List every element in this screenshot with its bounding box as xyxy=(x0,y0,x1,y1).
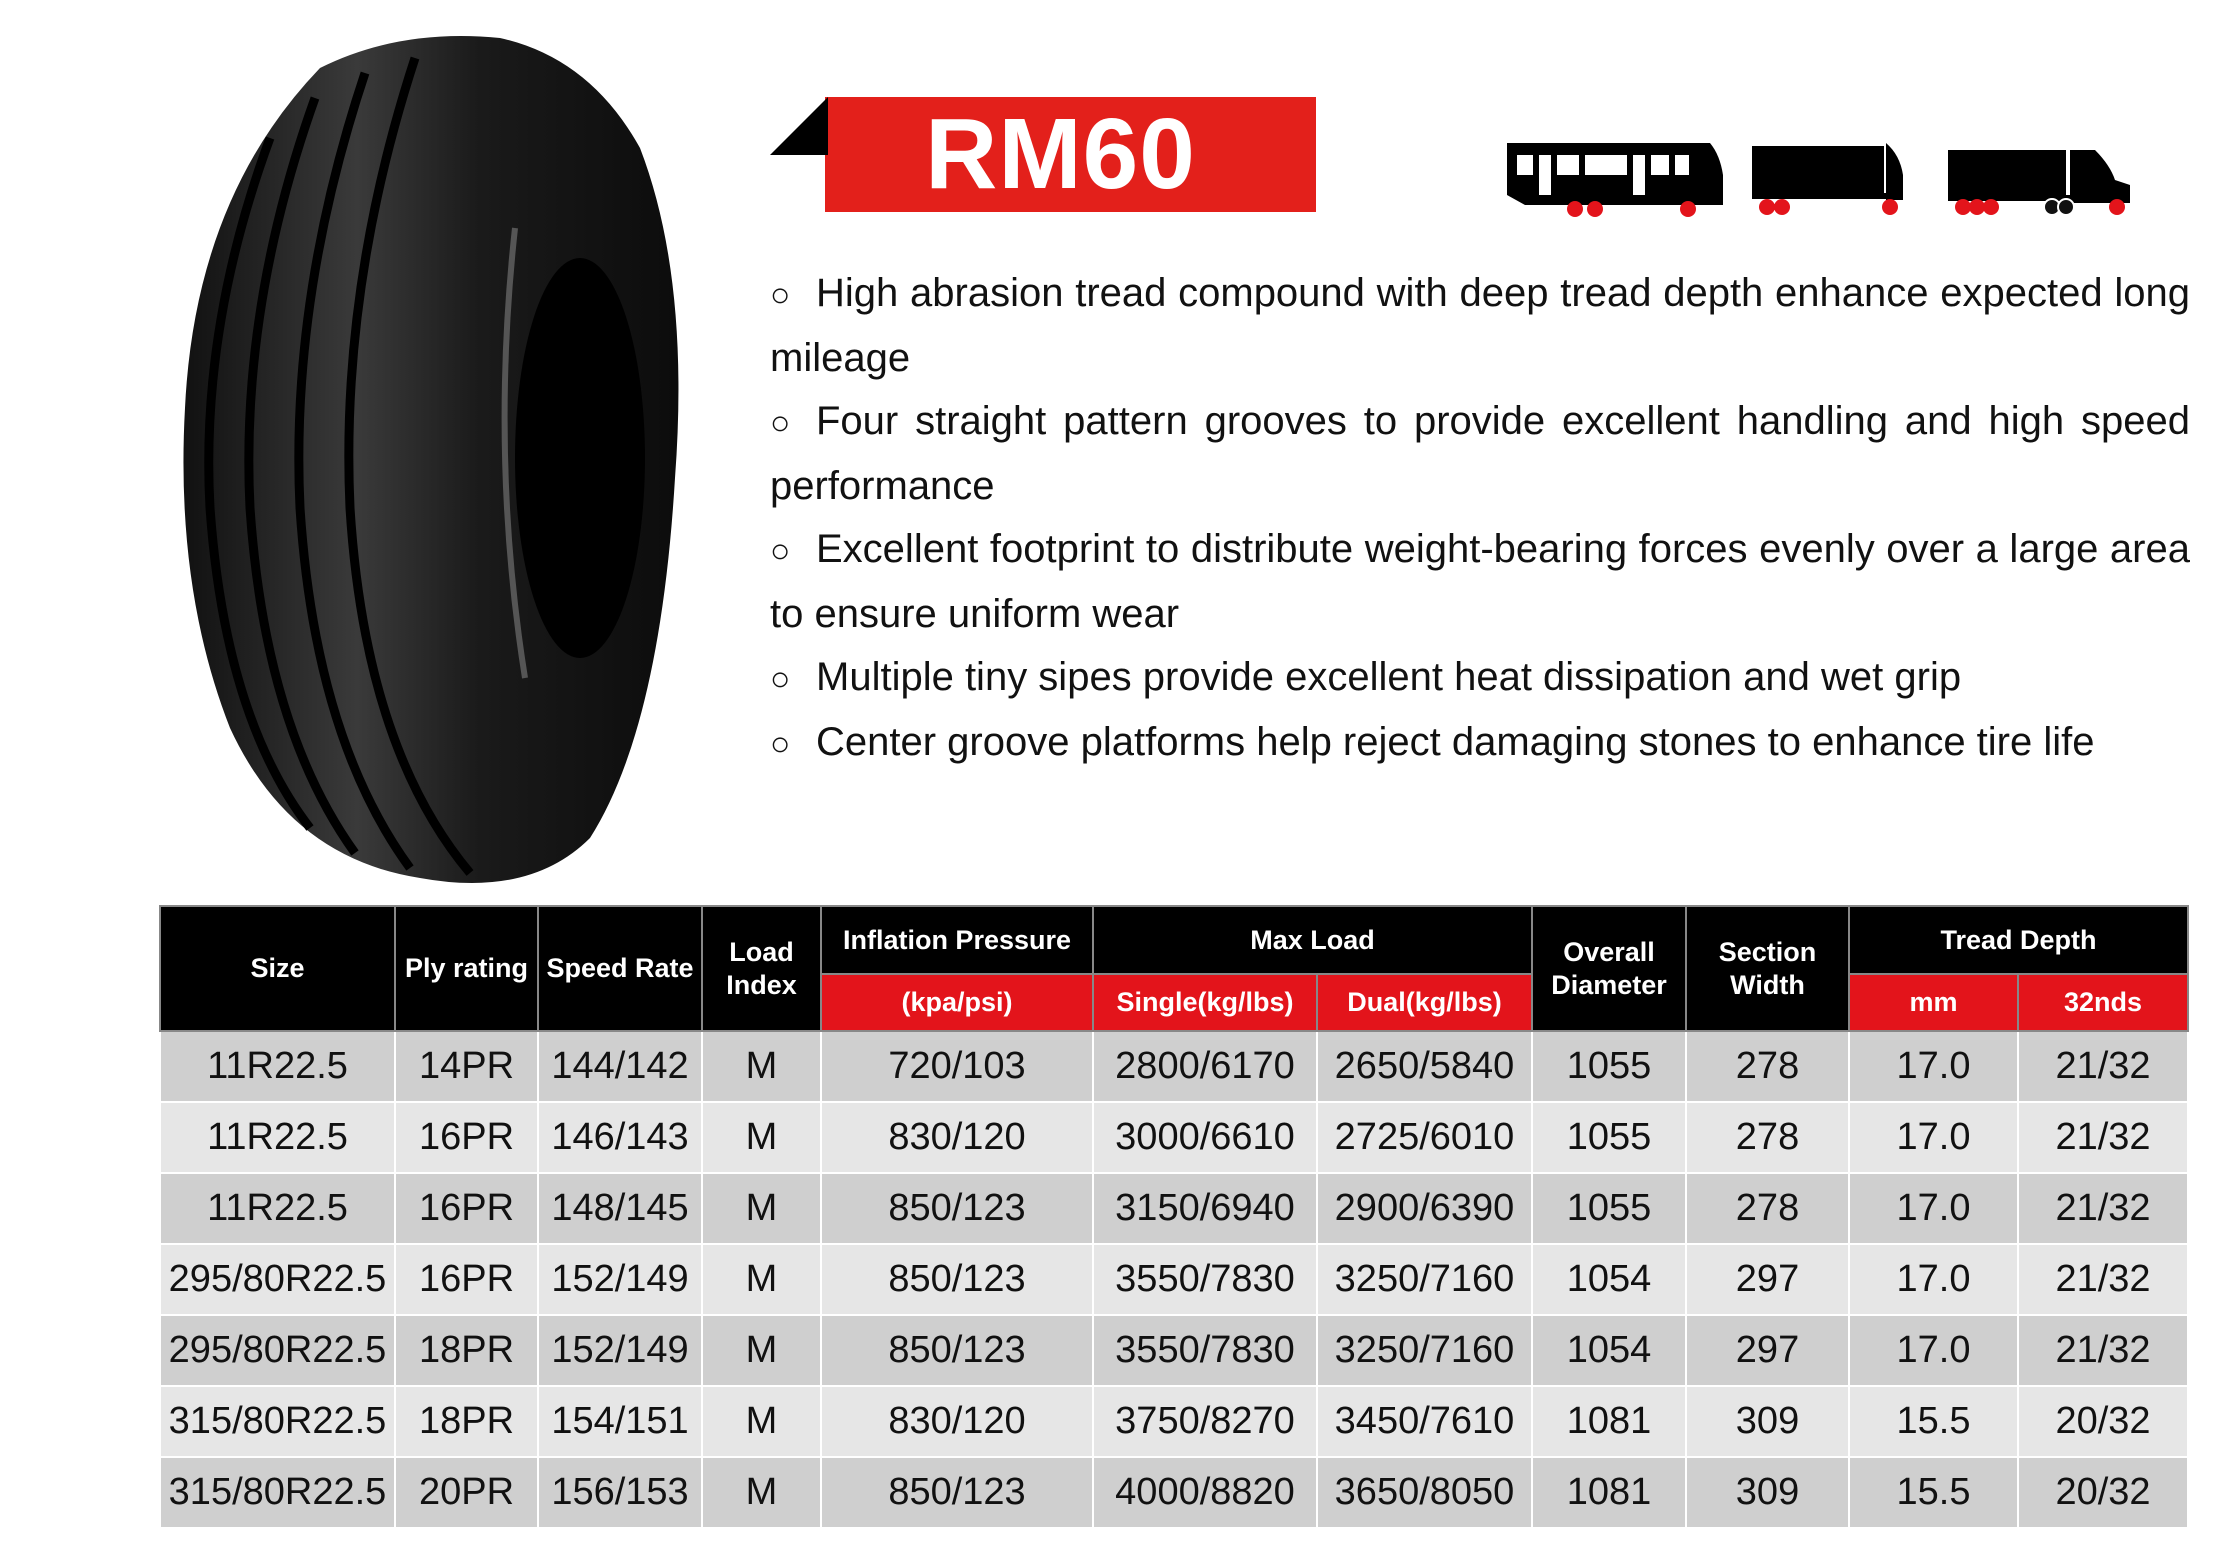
cell-single-load: 3750/8270 xyxy=(1093,1386,1317,1457)
header-diameter: Overall Diameter xyxy=(1532,906,1686,1031)
cell-section-width: 309 xyxy=(1686,1386,1849,1457)
cell-size: 11R22.5 xyxy=(160,1102,395,1173)
bullet-icon: ○ xyxy=(770,404,791,442)
cell-diameter: 1054 xyxy=(1532,1244,1686,1315)
header-tread-depth: Tread Depth xyxy=(1849,906,2188,974)
cell-section-width: 278 xyxy=(1686,1031,1849,1102)
cell-load-index: M xyxy=(702,1315,821,1386)
feature-list xyxy=(770,262,2190,776)
cell-tread-mm: 17.0 xyxy=(1849,1173,2018,1244)
cell-size: 315/80R22.5 xyxy=(160,1457,395,1528)
cell-diameter: 1055 xyxy=(1532,1102,1686,1173)
cell-dual-load: 3650/8050 xyxy=(1317,1457,1532,1528)
header-dual: Dual(kg/lbs) xyxy=(1317,974,1532,1031)
cell-load-index: M xyxy=(702,1102,821,1173)
table-row xyxy=(160,1386,2188,1457)
cell-inflation: 720/103 xyxy=(821,1031,1093,1102)
cell-speed: 148/145 xyxy=(538,1173,702,1244)
cell-inflation: 850/123 xyxy=(821,1457,1093,1528)
header-load-index: Load Index xyxy=(702,906,821,1031)
cell-section-width: 309 xyxy=(1686,1457,1849,1528)
cell-single-load: 3150/6940 xyxy=(1093,1173,1317,1244)
cell-inflation: 850/123 xyxy=(821,1173,1093,1244)
table-row xyxy=(160,1102,2188,1173)
tractor-trailer-icon xyxy=(1948,150,2130,215)
header-ply: Ply rating xyxy=(395,906,538,1031)
cell-diameter: 1054 xyxy=(1532,1315,1686,1386)
cell-size: 11R22.5 xyxy=(160,1173,395,1244)
cell-tread-32nds: 21/32 xyxy=(2018,1244,2188,1315)
table-row xyxy=(160,1244,2188,1315)
cell-dual-load: 3250/7160 xyxy=(1317,1244,1532,1315)
header-size: Size xyxy=(160,906,395,1031)
cell-inflation: 850/123 xyxy=(821,1315,1093,1386)
cell-single-load: 3000/6610 xyxy=(1093,1102,1317,1173)
cell-tread-mm: 15.5 xyxy=(1849,1457,2018,1528)
cell-ply: 16PR xyxy=(395,1244,538,1315)
feature-item: ○ High abrasion tread compound with deep tread depth enhance expected long mileage xyxy=(770,262,2190,390)
table-row xyxy=(160,1315,2188,1386)
feature-item: ○ Four straight pattern grooves to provide excellent handling and high speed performance xyxy=(770,390,2190,518)
cell-diameter: 1055 xyxy=(1532,1031,1686,1102)
cell-speed: 156/153 xyxy=(538,1457,702,1528)
cell-speed: 146/143 xyxy=(538,1102,702,1173)
bullet-icon: ○ xyxy=(770,660,791,698)
cell-speed: 144/142 xyxy=(538,1031,702,1102)
cell-dual-load: 2650/5840 xyxy=(1317,1031,1532,1102)
table-row xyxy=(160,1031,2188,1102)
cell-section-width: 278 xyxy=(1686,1173,1849,1244)
cell-diameter: 1055 xyxy=(1532,1173,1686,1244)
cell-tread-mm: 15.5 xyxy=(1849,1386,2018,1457)
feature-item: ○ Center groove platforms help reject damaging stones to enhance tire life xyxy=(770,711,2190,776)
cell-load-index: M xyxy=(702,1244,821,1315)
header-inflation-unit: (kpa/psi) xyxy=(821,974,1093,1031)
cell-tread-32nds: 20/32 xyxy=(2018,1386,2188,1457)
cell-tread-32nds: 20/32 xyxy=(2018,1457,2188,1528)
cell-tread-32nds: 21/32 xyxy=(2018,1102,2188,1173)
fold-corner-icon xyxy=(770,97,830,157)
cell-load-index: M xyxy=(702,1457,821,1528)
rigid-truck-icon xyxy=(1752,143,1903,215)
cell-inflation: 830/120 xyxy=(821,1102,1093,1173)
cell-diameter: 1081 xyxy=(1532,1386,1686,1457)
cell-ply: 14PR xyxy=(395,1031,538,1102)
bullet-icon: ○ xyxy=(770,532,791,570)
feature-item: ○ Excellent footprint to distribute weight-bearing forces evenly over a large area to ensure uniform wear xyxy=(770,518,2190,646)
cell-tread-mm: 17.0 xyxy=(1849,1244,2018,1315)
cell-dual-load: 2725/6010 xyxy=(1317,1102,1532,1173)
cell-section-width: 278 xyxy=(1686,1102,1849,1173)
cell-tread-mm: 17.0 xyxy=(1849,1315,2018,1386)
cell-dual-load: 3250/7160 xyxy=(1317,1315,1532,1386)
cell-load-index: M xyxy=(702,1386,821,1457)
header-speed: Speed Rate xyxy=(538,906,702,1031)
cell-ply: 16PR xyxy=(395,1173,538,1244)
cell-size: 295/80R22.5 xyxy=(160,1315,395,1386)
vehicle-application-icons xyxy=(1505,135,2195,220)
cell-section-width: 297 xyxy=(1686,1244,1849,1315)
cell-dual-load: 2900/6390 xyxy=(1317,1173,1532,1244)
cell-tread-32nds: 21/32 xyxy=(2018,1315,2188,1386)
model-title: RM60 xyxy=(925,98,1196,210)
bus-icon xyxy=(1507,143,1723,217)
cell-single-load: 3550/7830 xyxy=(1093,1315,1317,1386)
cell-single-load: 4000/8820 xyxy=(1093,1457,1317,1528)
header-single: Single(kg/lbs) xyxy=(1093,974,1317,1031)
cell-single-load: 3550/7830 xyxy=(1093,1244,1317,1315)
cell-speed: 152/149 xyxy=(538,1244,702,1315)
header-mm: mm xyxy=(1849,974,2018,1031)
cell-tread-32nds: 21/32 xyxy=(2018,1031,2188,1102)
cell-speed: 152/149 xyxy=(538,1315,702,1386)
table-row xyxy=(160,1457,2188,1528)
header-max-load: Max Load xyxy=(1093,906,1532,974)
cell-inflation: 850/123 xyxy=(821,1244,1093,1315)
cell-inflation: 830/120 xyxy=(821,1386,1093,1457)
feature-item: ○ Multiple tiny sipes provide excellent heat dissipation and wet grip xyxy=(770,646,2190,711)
header-section-width: Section Width xyxy=(1686,906,1849,1031)
cell-ply: 18PR xyxy=(395,1315,538,1386)
cell-speed: 154/151 xyxy=(538,1386,702,1457)
header-inflation: Inflation Pressure xyxy=(821,906,1093,974)
cell-ply: 16PR xyxy=(395,1102,538,1173)
cell-size: 11R22.5 xyxy=(160,1031,395,1102)
spec-table xyxy=(159,905,2189,1529)
cell-tread-32nds: 21/32 xyxy=(2018,1173,2188,1244)
header-32nds: 32nds xyxy=(2018,974,2188,1031)
cell-tread-mm: 17.0 xyxy=(1849,1031,2018,1102)
cell-single-load: 2800/6170 xyxy=(1093,1031,1317,1102)
cell-size: 315/80R22.5 xyxy=(160,1386,395,1457)
cell-load-index: M xyxy=(702,1173,821,1244)
table-row xyxy=(160,1173,2188,1244)
cell-ply: 18PR xyxy=(395,1386,538,1457)
model-banner xyxy=(770,97,1316,212)
cell-load-index: M xyxy=(702,1031,821,1102)
cell-size: 295/80R22.5 xyxy=(160,1244,395,1315)
cell-diameter: 1081 xyxy=(1532,1457,1686,1528)
bullet-icon: ○ xyxy=(770,276,791,314)
cell-dual-load: 3450/7610 xyxy=(1317,1386,1532,1457)
tire-image xyxy=(170,28,690,888)
cell-section-width: 297 xyxy=(1686,1315,1849,1386)
cell-ply: 20PR xyxy=(395,1457,538,1528)
cell-tread-mm: 17.0 xyxy=(1849,1102,2018,1173)
bullet-icon: ○ xyxy=(770,725,791,763)
